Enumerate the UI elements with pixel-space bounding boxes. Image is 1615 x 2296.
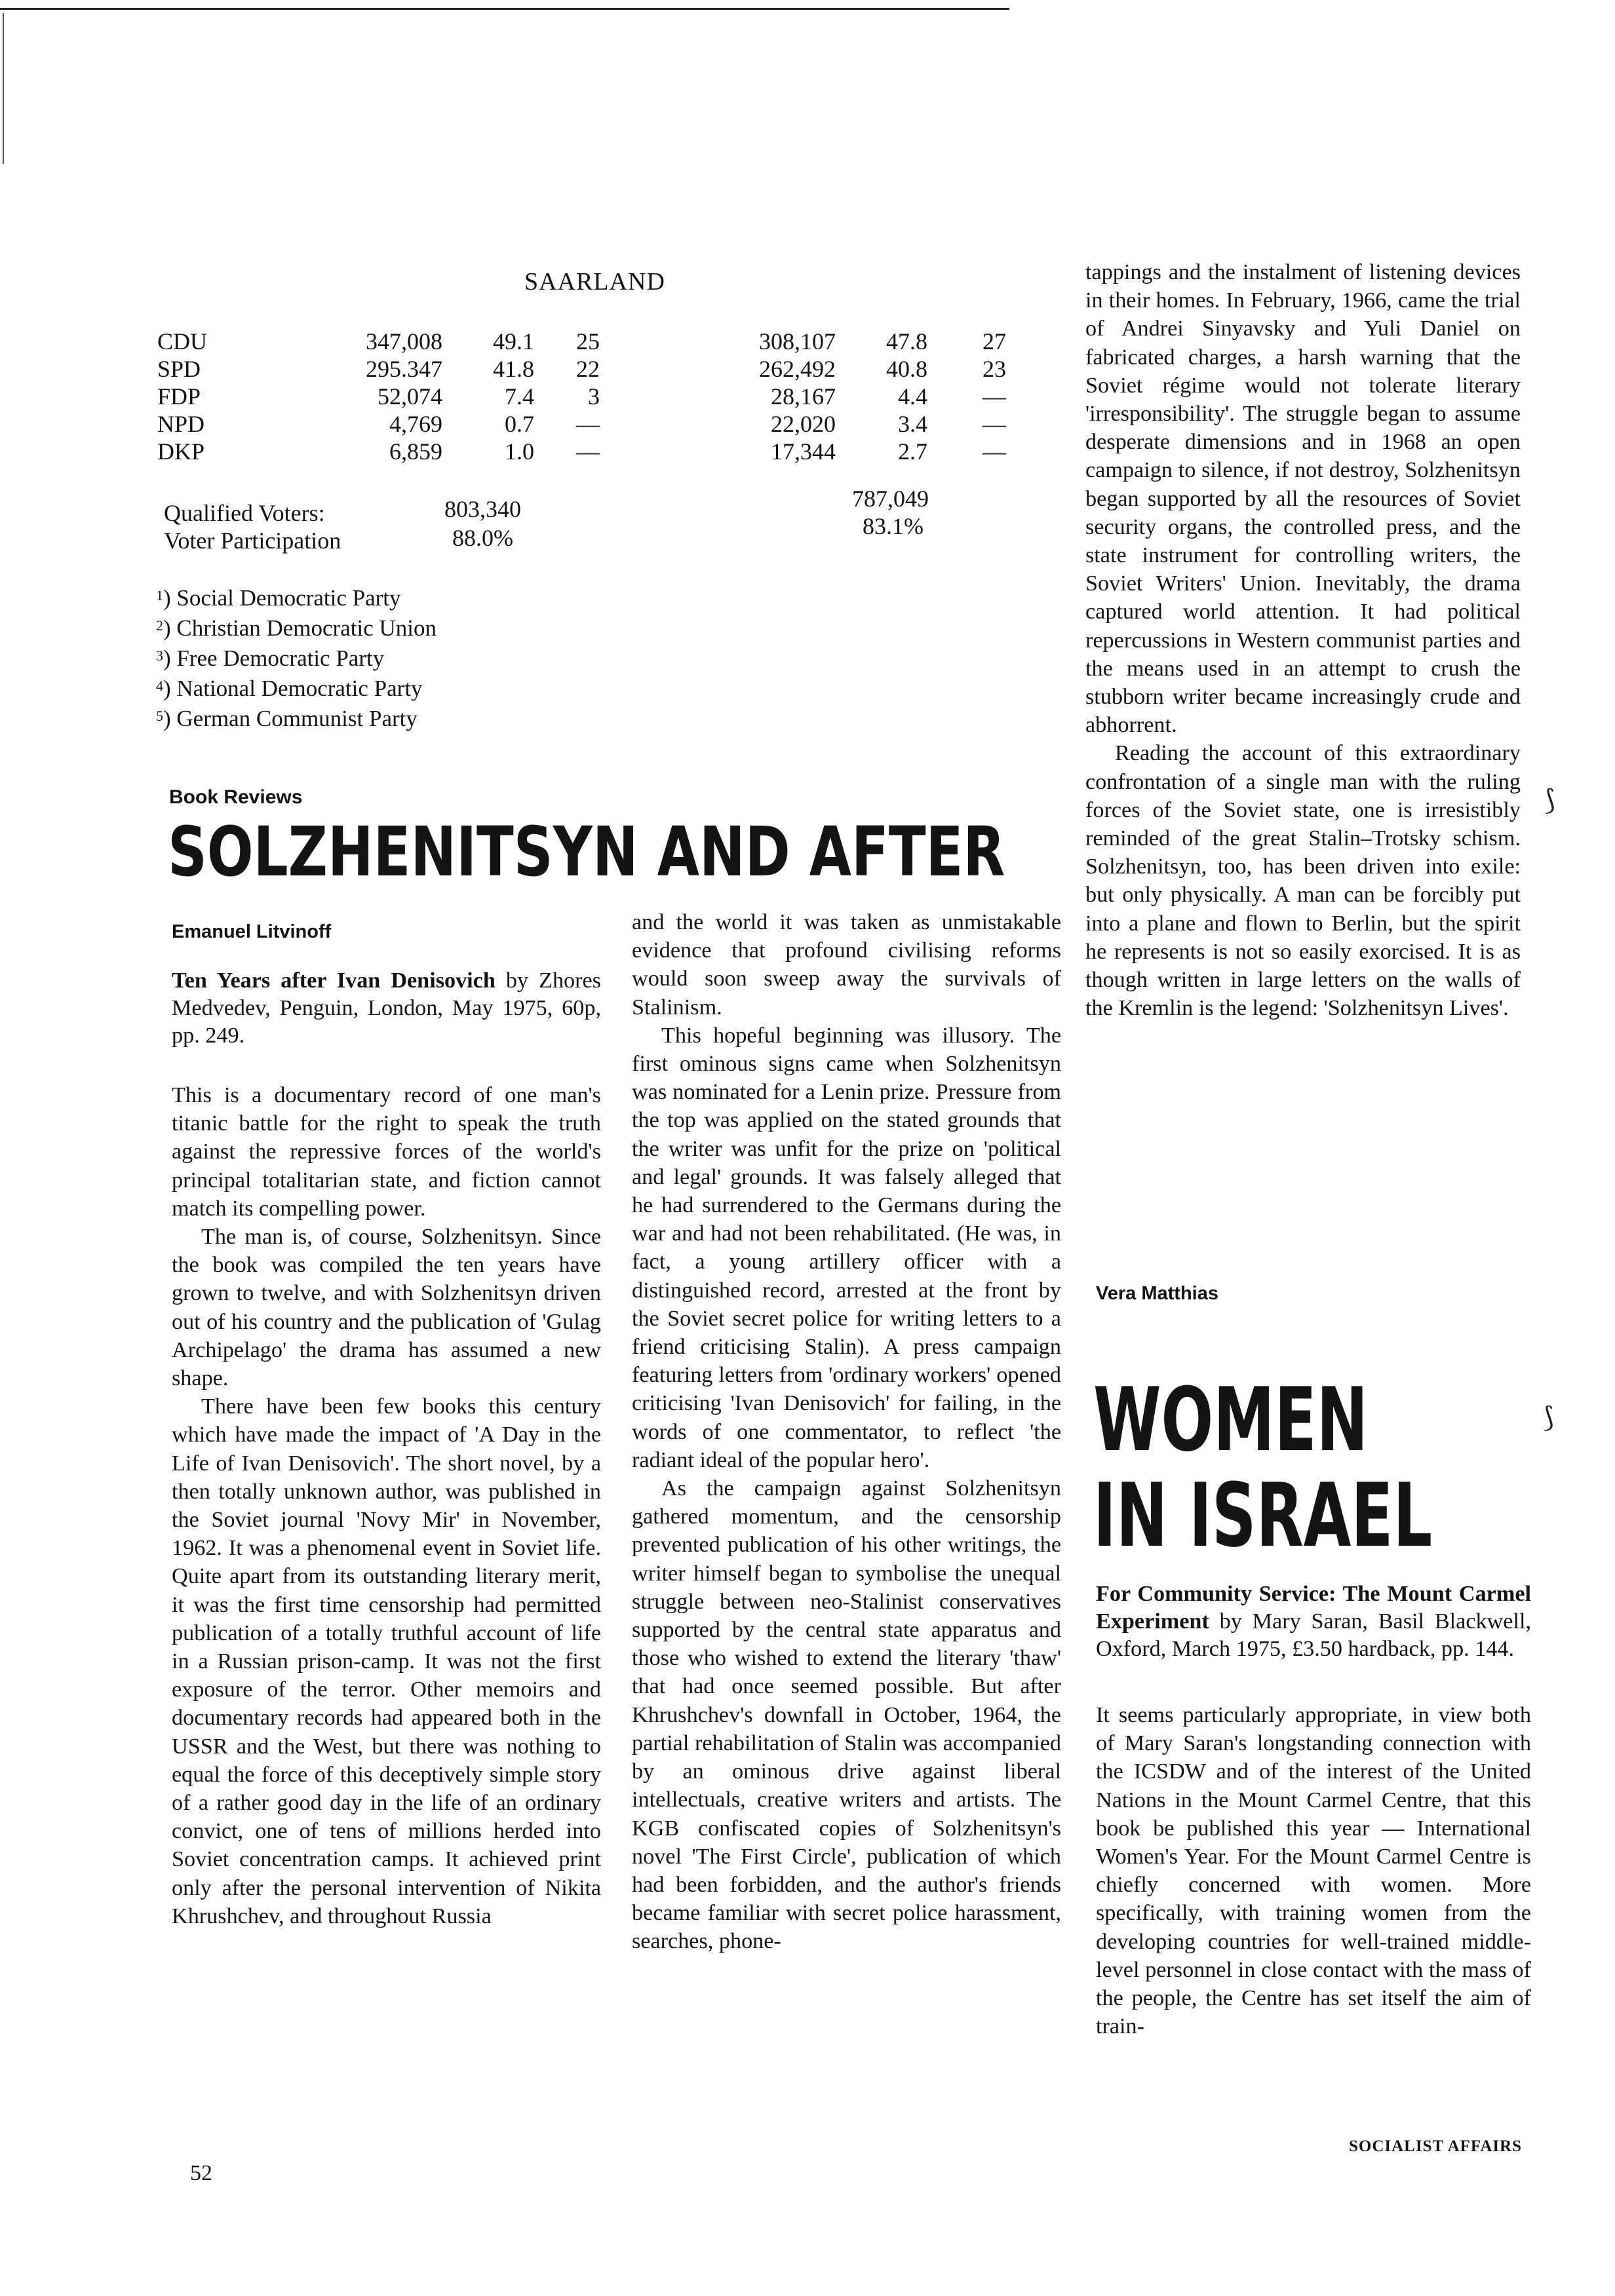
footnote-text: Social Democratic Party xyxy=(176,585,401,611)
table-cell-seats1: 3 xyxy=(588,383,600,410)
footnote-text: Christian Democratic Union xyxy=(176,615,437,641)
review1-book-title: Ten Years after Ivan Denisovich xyxy=(172,968,496,993)
paragraph: and the world it was taken as unmistakable evidence that profound civilising reforms would soon sweep away the survivals of Stalinism. xyxy=(632,910,1061,1020)
footnote-paren: ) xyxy=(163,676,177,701)
table-cell-pct2: 40.8 xyxy=(886,356,927,382)
table-cell-seats1: 22 xyxy=(576,356,600,382)
voter-participation-value-2: 83.1% xyxy=(863,513,924,539)
review1-book-details: by Zhores Medvedev, Penguin, London, May 1975, 60p, pp. 249. xyxy=(172,968,601,1048)
footnote xyxy=(156,642,437,672)
table-cell-seats2: — xyxy=(983,411,1006,437)
footnote-text: German Communist Party xyxy=(176,706,418,731)
footnote xyxy=(156,612,437,642)
table-row xyxy=(157,438,1006,465)
table-cell-seats2: — xyxy=(983,438,1006,465)
table-cell-seats1: — xyxy=(576,438,600,465)
table-cell-seats2: 23 xyxy=(983,356,1006,382)
review1-column-1 xyxy=(172,1081,601,1930)
footnote-paren: ) xyxy=(163,706,177,731)
table-cell-votes2: 262,492 xyxy=(759,356,836,382)
qualified-voters-label: Qualified Voters: xyxy=(164,500,325,526)
footnote-number: 2 xyxy=(156,617,163,634)
review1-column-2 xyxy=(632,908,1061,1956)
footnote-text: National Democratic Party xyxy=(176,676,423,701)
table-row xyxy=(157,383,1006,410)
table-row xyxy=(157,410,1006,438)
table-cell-votes2: 28,167 xyxy=(771,383,836,410)
footnote-paren: ) xyxy=(163,645,177,671)
voter-participation-value-1: 88.0% xyxy=(452,525,513,551)
paragraph: Reading the account of this extraordinary confrontation of a single man with the ruling forces of the Soviet state, one is irresistibly reminded of the great Stalin–Trotsky schism. Solzhenitsyn, too, has been driven into exile: but only physically. A man can be forcibly put into a plane and flown to Berlin, but the spirit he represents is not so easily exorcised. It is as though written in large letters on the walls of the Kremlin is the legend: 'Solzhenitsyn Lives'. xyxy=(1085,741,1521,1021)
left-edge-rule xyxy=(3,13,4,164)
footnote xyxy=(156,582,437,612)
review2-book-title: For Community Service: The Mount Carmel Experiment xyxy=(1096,1582,1531,1634)
table-cell-party: DKP xyxy=(157,438,205,465)
table-row xyxy=(157,355,1006,383)
paragraph: The man is, of course, Solzhenitsyn. Since the book was compiled the ten years have grown to twelve, and with Solzhenitsyn driven out of his country and the publication of 'Gulag Archipelago' the drama has assumed a new shape. xyxy=(172,1225,601,1391)
paragraph: tappings and the instalment of listening devices in their homes. In February, 1966, came the trial of Andrei Sinyavsky and Yuli Daniel on fabricated charges, a harsh warning that the Soviet régime would not tolerate literary 'irresponsibility'. The struggle began to assume desperate dimensions and in 1968 an open campaign to silence, if not destroy, Solzhenitsyn began supported by all the resources of Soviet security organs, the controlled press, and the state instrument for controlling writers, the Soviet Writers' Union. Inevitably, the drama captured world attention. It had political repercussions in Western communist parties and the means used in an attempt to crush the stubborn writer became increasingly crude and abhorrent. xyxy=(1085,260,1521,738)
table-cell-seats1: — xyxy=(576,411,600,437)
table-row xyxy=(157,328,1006,355)
table-cell-votes1: 295.347 xyxy=(366,356,442,382)
table-cell-party: NPD xyxy=(157,411,205,437)
table-cell-pct2: 47.8 xyxy=(886,328,927,354)
footnote-number: 4 xyxy=(156,678,163,694)
headline-solzhenitsyn: SOLZHENITSYN AND AFTER xyxy=(168,812,1005,892)
review2-body xyxy=(1096,1701,1531,2040)
footnote-number: 5 xyxy=(156,708,163,724)
table-cell-votes2: 22,020 xyxy=(771,411,836,437)
table-cell-votes1: 6,859 xyxy=(389,438,442,465)
footnote xyxy=(156,672,437,702)
paragraph: It seems particularly appropriate, in view both of Mary Saran's longstanding connection with the ICSDW and of the interest of the United Nations in the Mount Carmel Centre, that this book be published this year — International Women's Year. For the Mount Carmel Centre is chiefly concerned with women. More specifically, with training women from the developing countries for well-trained middle-level personnel in close contact with the mass of the people, the Centre has set itself the aim of train- xyxy=(1096,1703,1531,2039)
paragraph: As the campaign against Solzhenitsyn gathered momentum, and the censorship prevented publication of his other writings, the writer himself began to symbolise the unequal struggle between neo-Stalinist conservatives supported by the central state apparatus and those who wished to extend the literary 'thaw' that had once seemed possible. But after Khrushchev's downfall in October, 1964, the partial rehabilitation of Stalin was accompanied by an ominous drive against liberal intellectuals, creative writers and artists. The KGB confiscated copies of Solzhenitsyn's novel 'The First Circle', publication of which had been forbidden, and the author's friends became familiar with secret police harassment, searches, phone- xyxy=(632,1476,1061,1954)
table-cell-pct2: 2.7 xyxy=(898,438,927,465)
footnote-text: Free Democratic Party xyxy=(176,645,385,671)
table-cell-pct1: 7.4 xyxy=(505,383,534,410)
footnote-number: 1 xyxy=(156,587,163,603)
table-cell-pct2: 3.4 xyxy=(898,411,927,437)
review1-column-3 xyxy=(1085,258,1521,1022)
table-cell-votes2: 308,107 xyxy=(759,328,836,354)
paragraph: This is a documentary record of one man's titanic battle for the right to speak the truth against the repressive forces of the world's principal totalitarian state, and fiction cannot match its compelling power. xyxy=(172,1083,601,1221)
table-cell-seats2: — xyxy=(983,383,1006,410)
table-cell-pct2: 4.4 xyxy=(898,383,927,410)
qualified-voters-value-1: 803,340 xyxy=(444,496,521,522)
section-label: Book Reviews xyxy=(169,786,303,808)
footnote xyxy=(156,702,437,733)
table-cell-votes2: 17,344 xyxy=(771,438,836,465)
table-cell-pct1: 49.1 xyxy=(493,328,534,354)
headline-women-line1: WOMEN xyxy=(1093,1369,1369,1471)
paragraph: This hopeful beginning was illusory. The first ominous signs came when Solzhenitsyn was nominated for a Lenin prize. Pressure from the top was applied on the stated grounds that the writer was unfit for the prize on 'political and legal' grounds. It was falsely alleged that he had surrendered to the Germans during the war and had not been rehabilitated. (He was, in fact, a young artillery officer with a distinguished record, arrested at the front by the Soviet secret police for writing letters to a friend criticising Stalin). A press campaign featuring letters from 'ordinary workers' opened criticising 'Ivan Denisovich' for failing, in the words of one commentator, to reflect 'the radiant ideal of the popular hero'. xyxy=(632,1023,1061,1472)
footnote-paren: ) xyxy=(163,615,177,641)
table-cell-votes1: 52,074 xyxy=(378,383,442,410)
voter-participation-label: Voter Participation xyxy=(164,527,341,554)
party-footnotes xyxy=(156,582,437,733)
review2-author: Vera Matthias xyxy=(1096,1283,1218,1304)
footnote-paren: ) xyxy=(163,585,177,611)
headline-women-line2: IN ISRAEL xyxy=(1093,1464,1433,1567)
top-rule xyxy=(0,8,1009,10)
election-results-table xyxy=(157,328,1006,465)
table-cell-seats1: 25 xyxy=(576,328,600,354)
table-cell-votes1: 347,008 xyxy=(366,328,442,354)
paragraph: There have been few books this century which have made the impact of 'A Day in the Life of Ivan Denisovich'. The short novel, by a then totally unknown author, was published in the Soviet journal 'Novy Mir' in November, 1962. It was a phenomenal event in Soviet life. Quite apart from its outstanding literary merit, it was the first time censorship had permitted publication of a totally truthful account of life in a Russian prison-camp. It was not the first exposure of the terror. Other memoirs and documentary records had appeared both in the USSR and the West, but there was nothing to equal the force of this deceptively simple story of a rather good day in the life of an ordinary convict, one of tens of millions herded into Soviet concentration camps. It achieved print only after the personal intervention of Nikita Khrushchev, and throughout Russia xyxy=(172,1394,601,1928)
margin-mark: ⟆ xyxy=(1543,1403,1554,1433)
qualified-voters-value-2: 787,049 xyxy=(852,486,929,512)
table-cell-seats2: 27 xyxy=(983,328,1006,354)
table-cell-pct1: 0.7 xyxy=(505,411,534,437)
review2-book-details: by Mary Saran, Basil Blackwell, Oxford, March 1975, £3.50 hardback, pp. 144. xyxy=(1096,1609,1531,1661)
page-number: 52 xyxy=(190,2161,212,2185)
review1-book-info xyxy=(172,967,601,1050)
table-cell-party: CDU xyxy=(157,328,208,354)
table-cell-pct1: 1.0 xyxy=(505,438,534,465)
margin-mark: ⟆ xyxy=(1544,786,1555,816)
review2-book-info xyxy=(1096,1580,1531,1663)
table-cell-party: SPD xyxy=(157,356,201,382)
publication-footer: SOCIALIST AFFAIRS xyxy=(1349,2137,1523,2155)
table-cell-pct1: 41.8 xyxy=(493,356,534,382)
review1-author: Emanuel Litvinoff xyxy=(172,921,332,942)
table-cell-party: FDP xyxy=(157,383,201,410)
footnote-number: 3 xyxy=(156,647,163,664)
table-title: SAARLAND xyxy=(524,268,665,296)
table-cell-votes1: 4,769 xyxy=(389,411,442,437)
